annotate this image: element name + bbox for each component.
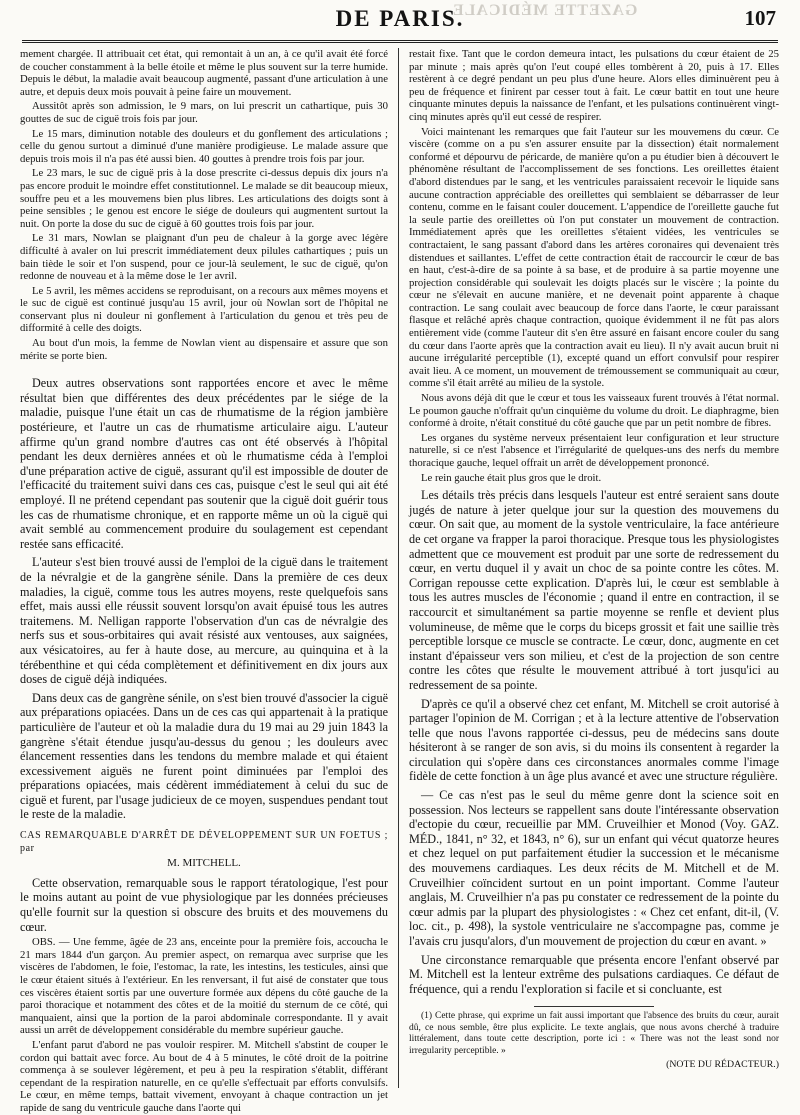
paragraph: D'après ce qu'il a observé chez cet enfant, M. Mitchell se croit autorisé à partager l'opinion de M. Corrigan ; et à la lecture attentive de l'observation telle que nous l'avons rapportée ci-dessus, peu de médecins sans doute hésiteront à se ranger de son avis, si du moins ils consentent à regarder la circulation qui s'opère dans ces circonstances anormales comme l'image fidèle de cette fonction à un âge plus avancé et avec une structure régulière.: [409, 696, 779, 784]
page-title: DE PARIS.: [335, 6, 465, 31]
paragraph: mement chargée. Il attribuait cet état, qui remontait à un an, à ce qu'il avait été forcé de coucher constamment à la belle étoile et même le plus souvent sur la terre humide. Depuis le début, la maladie avait beaucoup augmenté, passant d'une articulation à une autre, et depuis deux mois pouvait à peine faire un mouvement.: [20, 48, 388, 98]
paragraph: Aussitôt après son admission, le 9 mars, on lui prescrit un cathartique, puis 30 gouttes de suc de ciguë trois fois par jour.: [20, 100, 388, 125]
page-header: [22, 4, 778, 43]
paragraph: Le rein gauche était plus gros que le droit.: [421, 471, 602, 484]
paragraph: Le 23 mars, le suc de ciguë pris à la dose prescrite ci-dessus depuis dix jours n'a pas encore produit le moindre effet constitutionnel. Le malade se dit beaucoup mieux, souffre peu et a les mouvemens bien plus libres. Les articulations des doigts sont à peine sensibles ; le genou est encore le siége de douleurs qui augmentent surtout la nuit. On porte la dose du suc de ciguë à 60 gouttes trois fois par jour.: [20, 167, 388, 230]
paragraph: Voici maintenant les remarques que fait l'auteur sur les mouvemens du cœur. Ce viscère (comme on a pu s'en assurer ensuite par la dissection) était normalement conformé et dépourvu de péricarde, de manière qu'on a pu étudier bien à découvert le phénomène résultant de l'accomplissement de ses fonctions. Les oreillettes étaient d'abord distendues par le sang, et les ventricules paraissaient recevoir le liquide sans aucune contraction appréciable des oreillettes qui semblaient se débarrasser de leur contenu, comme en le faisant couler doucement. L'appendice de l'oreillette gauche fut la seule partie des oreillettes où l'on put constater un mouvement de contraction. Immédiatement après que les oreillettes s'étaient vidées, les ventricules se contractaient, le sang passant d'abord dans les artères coronaires qui devenaient très distendues et saillantes. L'effet de cette contraction était de raccourcir le cœur de bas en haut, c'est-à-dire de sa pointe à sa base, et de produire à sa partie moyenne une projection considérable qui soulevait les doigts placés sur le viscère ; la pointe du cœur ne s'élevait en aucune manière, et ne devenait point apparente à chaque contraction. Le sang coulait avec beaucoup de force dans l'aorte, le cœur paraissant flasque et relâché après chaque contraction, quoique évidemment il ne fût pas alors entièrement vide (comme l'auteur dit s'en être assuré en faisant encore couler du sang du cœur dans l'aorte après que la contraction avait eu lieu). Il n'y avait aucun bruit ni aucune irrégularité perceptible (1), excepté quand un effort convulsif pour respirer avait lieu. A ce moment, un mouvement de trémoussement se communiquait au cœur, comme s'il était arrêté au milieu de la systole.: [409, 125, 779, 390]
paragraph: Le 31 mars, Nowlan se plaignant d'un peu de chaleur à la gorge avec légère difficulté à avaler on lui prescrit immédiatement deux pilules cathartiques ; puis un bain tiède le soir et l'on suspend, pour ce jour-là seulement, le suc de ciguë, qu'on redonne de nouveau et à la même dose le 1er avril.: [20, 232, 388, 283]
section-heading: CAS REMARQUABLE D'ARRÊT DE DÉVELOPPEMENT SUR UN FOETUS ; par: [20, 830, 388, 854]
paragraph: L'enfant parut d'abord ne pas vouloir respirer. M. Mitchell s'abstint de couper le cordon qui battait avec force. Au bout de 4 à 5 minutes, le côté droit de la poitrine commença à se soulever légèrement, et peu à peu la respiration s'établit, différant cependant de la respiration naturelle, en ce qu'elle s'effectuait par efforts convulsifs. Le cœur, en même temps, battait vivement, envoyant à chaque contraction un jet rapide de sang du ventricule gauche dans l'aorte qui: [20, 1038, 388, 1114]
bleed-through-text: GAZETTE MÉDICALE: [452, 2, 638, 19]
paragraph: Deux autres observations sont rapportées encore et avec le même résultat bien que différentes des deux précédentes par le siége de la maladie, puisque l'une était un cas de rhumatisme de la région jambière postérieure, et l'autre un cas de rhumatisme articulaire aigu. L'auteur affirme qu'un grand nombre d'autres cas ont été observés à l'hôpital pendant les deux dernières années et où le rhumatisme céda à l'emploi d'une préparation active de ciguë, assurant qu'il est impossible de douter de l'efficacité du traitement suivi dans ces cas, puisque c'est le seul qui ait été employé. Il ne prétend cependant pas soutenir que la ciguë doit guérir tous les cas de rhumatisme chronique, et en rapporte même un où la ciguë qui avait semblé au commencement produire du soulagement est cependant restée sans efficacité.: [20, 376, 388, 551]
paragraph: Dans deux cas de gangrène sénile, on s'est bien trouvé d'associer la ciguë aux préparations opiacées. Dans un de ces cas qui appartenait à la pratique particulière de l'auteur et où la maladie dura du 19 mai au 29 juin 1843 la gangrène s'était étendue jusqu'au-dessus du genou ; les douleurs avec élancement ressenties dans les tendons du membre malade et qui étaient excessivement aiguës ne furent point diminuées par l'emploi des préparations opiacées, mais cédèrent immédiatement à celui du suc de ciguë et furent, par l'usage judicieux de ce moyen, suspendues pendant tout le reste de la maladie.: [20, 690, 389, 822]
paragraph: Le 15 mars, diminution notable des douleurs et du gonflement des articulations ; celle du genou surtout a diminué d'une manière prodigieuse. Le malade assure que depuis trois mois il n'a pas été aussi bien. 40 gouttes à prendre trois fois par jour.: [20, 127, 388, 165]
paragraph: Les organes du système nerveux présentaient leur configuration et leur structure naturelle, si ce n'est l'absence et l'irrégularité de quelques-uns des nerfs du membre thoracique gauche, lequel offrait un arrêt de développement prononcé.: [409, 431, 779, 469]
page-number: 107: [744, 6, 776, 30]
right-column: [409, 48, 779, 1088]
footnote: (1) Cette phrase, qui exprime un fait aussi important que l'absence des bruits du cœur, aurait dû, ce nous semble, être plus explicite. Le texte anglais, que nous avons cherché à traduire littéralement, dans toute cette description, porte ici : « There was not the least sond nor irregularity perceptible. »: [409, 1011, 779, 1056]
paragraph: Au bout d'un mois, la femme de Nowlan vient au dispensaire et assure que son mérite se porte bien.: [20, 337, 388, 362]
observation-paragraph: OBS. — Une femme, âgée de 23 ans, enceinte pour la première fois, accoucha le 21 mars 1844 d'un garçon. Au premier aspect, on remarqua avec surprise que les viscères de l'abdomen, le foie, l'estomac, la rate, les intestins, les testicules, ainsi que le cœur étaient situés à l'extérieur. En les renversant, il fut aisé de constater que tous ces viscères étaient sortis par une ouverture formée aux dépens du côté gauche de la paroi thoracique et notamment des côtes et de la moitié du sternum de ce côté, qui manquaient, ainsi que la portion de la paroi abdominale correspondante. Il y avait aussi un arrêt de développement considérable du membre supérieur gauche.: [20, 936, 388, 1037]
section-author: M. MITCHELL.: [167, 857, 241, 870]
paragraph: — Ce cas n'est pas le seul du même genre dont la science soit en possession. Nos lecteurs se rappellent sans doute l'intéressante observation d'ectopie du cœur, recueillie par MM. Cruveilhier et Monod (Voy. GAZ. MÉD., 1841, n° 32, et 1843, n° 6), sur un enfant qui vécut quatorze heures et chez lequel on put parfaitement étudier la succession et le mécanisme des mouvemens cardiaques. Les deux récits de M. Mitchell et de M. Cruveilhier coïncident surtout en un point important. Comme l'auteur anglais, M. Cruveilhier n'a pas pu constater ce redressement de la pointe du cœur admis par la plupart des physiologistes : « Chez cet enfant, dit-il, (V. loc. cit., p. 498), la systole ventriculaire ne s'accompagne pas, comme je l'avais cru jusqu'alors, d'un mouvement de projection du cœur en avant. »: [409, 788, 779, 948]
paragraph: restait fixe. Tant que le cordon demeura intact, les pulsations du cœur étaient de 25 par minute ; mais après qu'on l'eut coupé elles tombèrent à 20, puis à 17. Elles restèrent à ce degré pendant un peu plus d'une heure. Alors elles diminuèrent peu à peu de fréquence et finirent par cesser tout à fait. Le cœur battit en tout une heure cinquante minutes depuis la naissance de l'enfant, et les pulsations continuèrent vingt-cinq minutes après qu'il eut cessé de respirer.: [409, 48, 779, 123]
paragraph: Le 5 avril, les mêmes accidens se reproduisant, on a recours aux mêmes moyens et le suc de ciguë est continué jusqu'au 15 avril, jour où Nowlan sort de l'hôpital ne conservant plus ni douleur ni gonflement à l'articulation du genou et très peu de difformité à celle des doigts.: [20, 284, 388, 335]
paragraph: Une circonstance remarquable que présenta encore l'enfant observé par M. Mitchell est la lenteur extrême des pulsations cardiaques. Ce défaut de fréquence, qui a rendu l'exploration si facile et si concluante, est: [409, 952, 779, 996]
paragraph: Nous avons déjà dit que le cœur et tous les vaisseaux furent trouvés à l'état normal. Le poumon gauche n'offrait qu'un cinquième du volume du droit. Le diaphragme, bien conformé à droite, n'était constitué du côté gauche que par un petit nombre de fibres.: [409, 392, 779, 430]
editor-note-signature: (NOTE DU RÉDACTEUR.): [666, 1059, 779, 1070]
left-column: [20, 48, 389, 1114]
footnote-rule: [534, 1006, 654, 1007]
paragraph: Cette observation, remarquable sous le rapport tératologique, l'est pour le moins autant au point de vue physiologique par les données précieuses qu'elle fournit sur la question si obscure des bruits et des mouvemens du cœur.: [20, 875, 388, 934]
paragraph: L'auteur s'est bien trouvé aussi de l'emploi de la ciguë dans le traitement de la névralgie et de la gangrène sénile. Dans la première de ces deux maladies, la ciguë, comme tous les autres moyens, reste quelquefois sans effet, mais aussi elle réussit souvent lorsqu'on avait épuisé tous les autres traitemens. M. Nelligan rapporte l'observation d'un cas de névralgie des nerfs sus et sous-orbitaires qui avait résisté aux ventouses, aux saignées, aux vésicatoires, au fer à haute dose, au mercure, au quinquina et à la térébenthine et qui céda complètement et définitivement en dix jours aux doses de ciguë déjà indiquées.: [20, 555, 388, 687]
column-divider: [398, 48, 399, 1088]
paragraph: Les détails très précis dans lesquels l'auteur est entré seraient sans doute jugés de nature à jeter quelque jour sur la question des mouvemens du cœur. On sait que, au moment de la systole ventriculaire, la face antérieure de cet organe va frapper la paroi thoracique. Presque tous les physiologistes admettent que ce mouvement est produit par une sorte de redressement du cœur, en vertu duquel il y avait un choc de sa pointe contre les côtes. M. Corrigan repousse cette explication. D'après lui, le cœur est semblable à tous les autres muscles de l'économie ; quand il entre en contraction, il se raccourcit et simultanément sa partie moyenne se renfle et devient plus volumineuse, de même que le corps du biceps grossit et fait une saillie très perceptible lorsque ce muscle se contracte. Le cœur, donc, augmente en cet instant d'épaisseur vers son milieu, et c'est de la projection de son centre contre les côtes que résulte le mouvement attribué à tort jusqu'ici au redressement de sa pointe.: [409, 488, 779, 692]
